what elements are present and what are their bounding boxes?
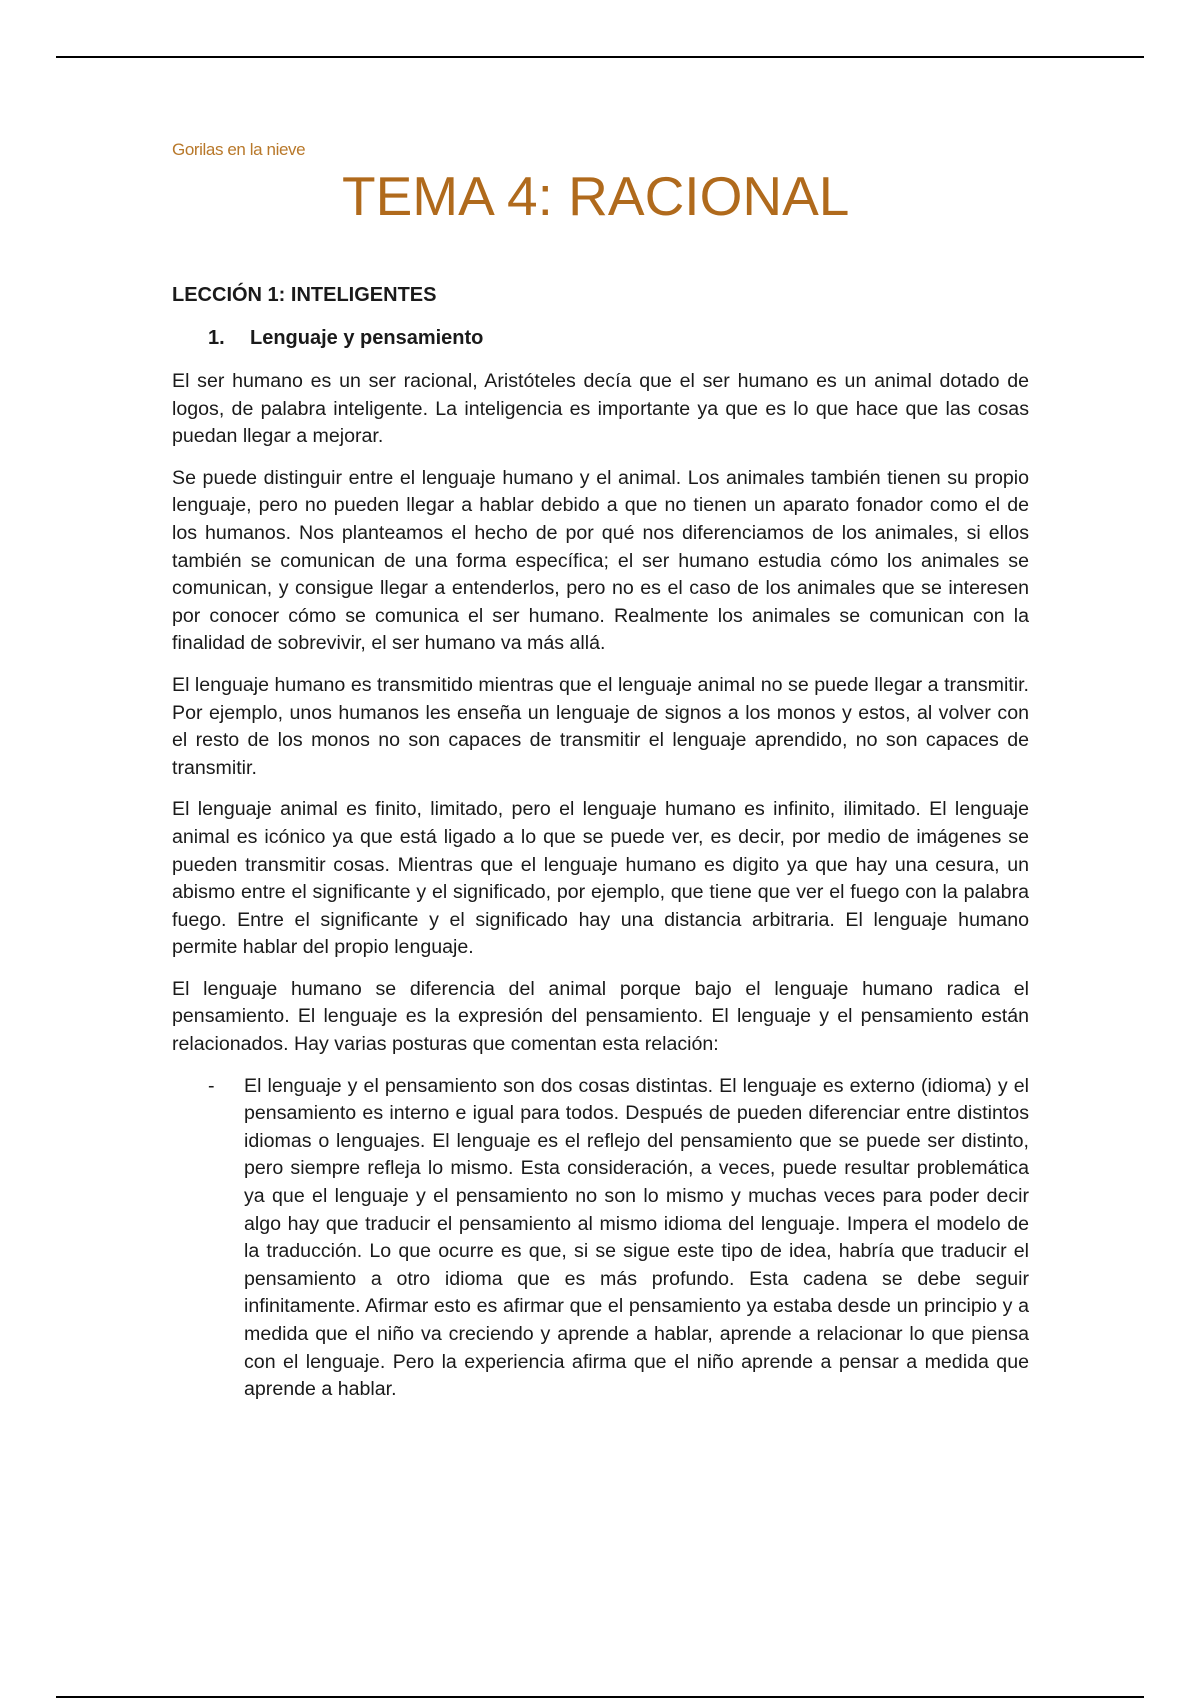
section-title: Lenguaje y pensamiento <box>250 327 484 349</box>
document-page <box>172 140 1029 1404</box>
lesson-heading: LECCIÓN 1: INTELIGENTES <box>172 284 437 306</box>
section-number: 1. <box>208 327 225 349</box>
document-subtitle: Gorilas en la nieve <box>172 140 306 159</box>
paragraph-4: El lenguaje animal es finito, limitado, pero el lenguaje humano es infinito, ilimitado. El lenguaje animal es icónico ya que está ligado a lo que se puede ver, es decir, por medio de imágenes se pueden transmitir cosas. Mientras que el lenguaje humano es digito ya que hay una cesura, un abismo entre el significante y el significado, por ejemplo, que tiene que ver el fuego con la palabra fuego. Entre el significante y el significado hay una distancia arbitraria. El lenguaje humano permite hablar del propio lenguaje. <box>172 798 1029 959</box>
bottom-rule <box>56 1696 1144 1698</box>
bullet-text: El lenguaje y el pensamiento son dos cosas distintas. El lenguaje es externo (idioma) y el pensamiento es interno e igual para todos. Después de pueden diferenciar entre distintos idiomas o lenguajes. El lenguaje es el reflejo del pensamiento que se puede ser distinto, pero siempre refleja lo mismo. Esta consideración, a veces, puede resultar problemática ya que el lenguaje y el pensamiento no son lo mismo y muchas veces para poder decir algo hay que traducir el pensamiento al mismo idioma del lenguaje. Impera el modelo de la traducción. Lo que ocurre es que, si se sigue este tipo de idea, habría que traducir el pensamiento a otro idioma que es más profundo. Esta cadena se debe seguir infinitamente. Afirmar esto es afirmar que el pensamiento ya estaba desde un principio y a medida que el niño va creciendo y aprende a hablar, aprende a relacionar lo que piensa con el lenguaje. Pero la experiencia afirma que el niño aprende a pensar a medida que aprende a hablar. <box>244 1074 1029 1401</box>
paragraph-5: El lenguaje humano se diferencia del animal porque bajo el lenguaje humano radica el pensamiento. El lenguaje es la expresión del pensamiento. El lenguaje y el pensamiento están relacionados. Hay varias posturas que comentan esta relación: <box>172 977 1029 1056</box>
bullet-marker: - <box>208 1074 215 1097</box>
top-rule <box>56 56 1144 58</box>
section-heading <box>208 327 1029 350</box>
bullet-list <box>172 1073 1029 1404</box>
paragraph-3: El lenguaje humano es transmitido mientras que el lenguaje animal no se puede llegar a transmitir. Por ejemplo, unos humanos les enseña un lenguaje de signos a los monos y estos, al volver con el resto de los monos no son capaces de transmitir el lenguaje aprendido, no son capaces de transmitir. <box>172 673 1029 779</box>
document-title: TEMA 4: RACIONAL <box>342 165 850 227</box>
bullet-item <box>172 1073 1029 1404</box>
paragraph-1: El ser humano es un ser racional, Aristóteles decía que el ser humano es un animal dotado de logos, de palabra inteligente. La inteligencia es importante ya que es lo que hace que las cosas puedan llegar a mejorar. <box>172 370 1029 448</box>
paragraph-2: Se puede distinguir entre el lenguaje humano y el animal. Los animales también tienen su propio lenguaje, pero no pueden llegar a hablar debido a que no tienen un aparato fonador como el de los humanos. Nos planteamos el hecho de por qué nos diferenciamos de los animales, si ellos también se comunican de una forma específica; el ser humano estudia cómo los animales se comunican, y consigue llegar a entenderlos, pero no es el caso de los animales que se interesen por conocer cómo se comunica el ser humano. Realmente los animales se comunican con la finalidad de sobrevivir, el ser humano va más allá. <box>172 466 1029 655</box>
